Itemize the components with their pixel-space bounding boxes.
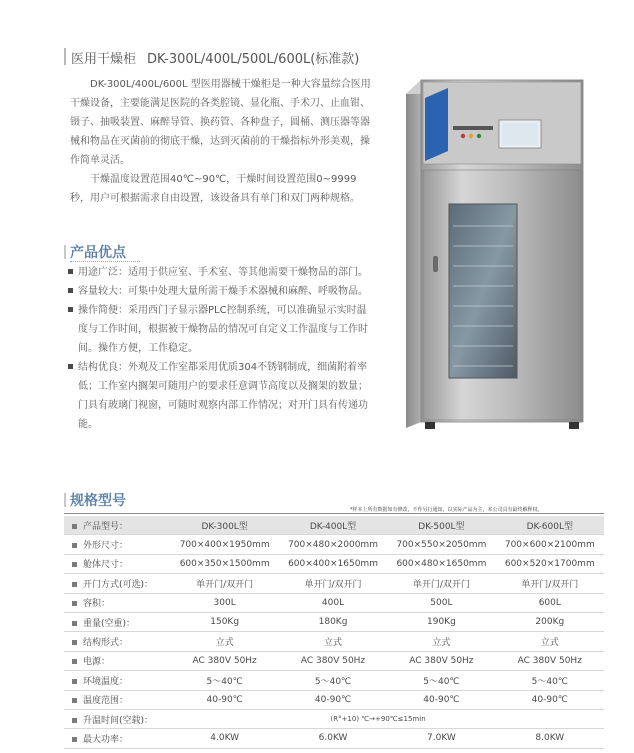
bullet-icon xyxy=(72,562,77,567)
spec-header-row xyxy=(64,516,604,535)
spec-label-cell xyxy=(64,574,170,593)
spec-value: 6.0KW xyxy=(279,729,387,748)
spec-row xyxy=(64,574,604,593)
bullet-icon xyxy=(72,659,77,664)
spec-label: 环境温度： xyxy=(83,676,129,687)
model-cell: DK-500L型 xyxy=(387,516,495,535)
spec-label: 外形尺寸： xyxy=(83,541,129,552)
spec-value: 150Kg xyxy=(170,612,278,631)
spec-label: 结构形式： xyxy=(83,638,129,649)
title-accent-bar xyxy=(64,48,66,65)
spec-disclaimer: *样本上所有数据如有修改，不作另行通知，以实际产品为主，本公司具有最终解释权。 xyxy=(350,507,543,513)
bullet-icon xyxy=(72,524,77,529)
intro-text xyxy=(70,75,375,208)
spec-label: 重量(空重)： xyxy=(83,618,136,629)
spec-label-cell xyxy=(64,535,170,554)
drying-cabinet-image xyxy=(403,76,588,431)
features-underline xyxy=(70,261,140,262)
spec-row xyxy=(64,632,604,651)
spec-value: 立式 xyxy=(279,632,387,651)
spec-value: 40-90℃ xyxy=(170,690,278,709)
spec-value: AC 380V 50Hz xyxy=(279,651,387,670)
spec-label: 升温时间(空载)： xyxy=(83,715,154,726)
feature-text: 可集中处理大量所需干燥手术器械和麻醉、呼吸物品。 xyxy=(128,286,368,297)
spec-value: 5～40℃ xyxy=(170,671,278,690)
spec-row xyxy=(64,554,604,573)
spec-value: 立式 xyxy=(496,632,604,651)
spec-value: 190Kg xyxy=(387,612,495,631)
feature-text: 适用于供应室、手术室、等其他需要干燥物品的部门。 xyxy=(128,267,368,278)
spec-value: 单开门/双开门 xyxy=(496,574,604,593)
spec-value: 700×480×2000mm xyxy=(279,535,387,554)
spec-label: 容积： xyxy=(83,599,111,610)
spec-value: 40-90℃ xyxy=(387,690,495,709)
features-list xyxy=(68,263,368,434)
bullet-icon xyxy=(72,543,77,548)
spec-value: 4.0KW xyxy=(170,729,278,748)
model-cell: DK-300L型 xyxy=(170,516,278,535)
spec-value: 300L xyxy=(170,593,278,612)
feature-label: 用途广泛： xyxy=(78,267,128,278)
spec-value: 5～40℃ xyxy=(496,671,604,690)
spec-value: 5～40℃ xyxy=(387,671,495,690)
spec-row xyxy=(64,671,604,690)
specs-accent-bar xyxy=(64,493,66,507)
spec-row xyxy=(64,709,604,728)
model-cell: DK-400L型 xyxy=(279,516,387,535)
feature-label: 容量较大： xyxy=(78,286,128,297)
features-accent-bar xyxy=(64,245,66,259)
feature-item xyxy=(68,282,368,301)
feature-text: 外观及工作室都采用优质304不锈钢制成，细菌附着率低；工作室内搁架可随用户的要求任意调节高度以及搁架的数量；门具有玻璃门视窗，可随时观察内部工作情况；对开门具有传递功能。 xyxy=(78,362,368,430)
specs-heading xyxy=(64,490,184,510)
feature-text: 采用西门子显示器PLC控制系统，可以准确显示实时温度与工作时间，根据被干燥物品的情况可自定义工作温度与工作时间。操作方便，工作稳定。 xyxy=(78,305,368,354)
spec-row xyxy=(64,593,604,612)
spec-value: 600×520×1700mm xyxy=(496,554,604,573)
model-cell: DK-600L型 xyxy=(496,516,604,535)
spec-value: 立式 xyxy=(387,632,495,651)
spec-value: AC 380V 50Hz xyxy=(170,651,278,670)
features-heading xyxy=(64,242,184,262)
spec-value: 500L xyxy=(387,593,495,612)
spec-value: 40-90℃ xyxy=(496,690,604,709)
feature-label: 操作简便： xyxy=(78,305,128,316)
intro-paragraph-1: DK-300L/400L/600L 型医用器械干燥柜是一种大容量综合医用干燥设备，主要能满足医院的各类腔镜、显化瓶、手术刀、止血钳、镊子、抽吸装置、麻醉导管、换药管、各种盘子，圆桶、测压器等器械和物品在灭菌前的彻底干燥，达到灭菌前的干燥指标外形美观，操作简单灵活。 xyxy=(70,79,371,166)
bullet-icon xyxy=(68,288,73,293)
bullet-icon xyxy=(68,364,73,369)
bullet-icon xyxy=(72,679,77,684)
spec-label-cell xyxy=(64,671,170,690)
spec-label: 温度范围： xyxy=(83,696,129,707)
spec-value: (R°+10) ℃→+90℃≤15min xyxy=(170,709,604,728)
feature-item xyxy=(68,358,368,434)
spec-value: 600×480×1650mm xyxy=(387,554,495,573)
spec-label-cell xyxy=(64,612,170,631)
page-title-bar xyxy=(64,46,594,68)
spec-value: AC 380V 50Hz xyxy=(387,651,495,670)
spec-value: 单开门/双开门 xyxy=(170,574,278,593)
spec-value: 400L xyxy=(279,593,387,612)
bullet-icon xyxy=(72,582,77,587)
spec-value: 5～40℃ xyxy=(279,671,387,690)
spec-value: 200Kg xyxy=(496,612,604,631)
spec-value: 700×550×2050mm xyxy=(387,535,495,554)
spec-value: 600L xyxy=(496,593,604,612)
spec-value: 7.0KW xyxy=(387,729,495,748)
bullet-icon xyxy=(72,640,77,645)
spec-value: 700×600×2100mm xyxy=(496,535,604,554)
spec-label-cell xyxy=(64,729,170,748)
spec-value: 180Kg xyxy=(279,612,387,631)
spec-value: 立式 xyxy=(170,632,278,651)
spec-label: 产品型号： xyxy=(83,521,129,532)
product-model-title: DK-300L/400L/500L/600L(标准款) xyxy=(147,52,360,67)
spec-label-cell xyxy=(64,593,170,612)
spec-label-cell xyxy=(64,709,170,728)
spec-value: 700×400×1950mm xyxy=(170,535,278,554)
spec-label-cell xyxy=(64,690,170,709)
spec-value: 40-90℃ xyxy=(279,690,387,709)
spec-row xyxy=(64,612,604,631)
bullet-icon xyxy=(68,307,73,312)
specs-title: 规格型号 xyxy=(70,493,126,509)
spec-label: 电源： xyxy=(83,657,111,668)
spec-value: 单开门/双开门 xyxy=(387,574,495,593)
spec-row xyxy=(64,535,604,554)
bullet-icon xyxy=(72,698,77,703)
spec-label: 最大功率： xyxy=(83,734,129,745)
spec-value: 600×400×1650mm xyxy=(279,554,387,573)
bullet-icon xyxy=(72,737,77,742)
spec-label-cell xyxy=(64,651,170,670)
bullet-icon xyxy=(72,718,77,723)
spec-value: 600×350×1500mm xyxy=(170,554,278,573)
spec-table xyxy=(64,516,604,749)
spec-label-cell xyxy=(64,554,170,573)
spec-label: 舱体尺寸： xyxy=(83,560,129,571)
features-title: 产品优点 xyxy=(70,245,126,261)
spec-row xyxy=(64,651,604,670)
spec-label-cell xyxy=(64,632,170,651)
product-category: 医用干燥柜 xyxy=(71,52,137,67)
spec-label: 开门方式(可选)： xyxy=(83,579,154,590)
spec-table-top-rule xyxy=(64,513,604,514)
bullet-icon xyxy=(72,601,77,606)
spec-value: AC 380V 50Hz xyxy=(496,651,604,670)
spec-row xyxy=(64,729,604,748)
feature-item xyxy=(68,301,368,358)
spec-row xyxy=(64,690,604,709)
bullet-icon xyxy=(72,621,77,626)
feature-label: 结构优良： xyxy=(78,362,128,373)
spec-value: 8.0KW xyxy=(496,729,604,748)
bullet-icon xyxy=(68,269,73,274)
spec-label-cell xyxy=(64,516,170,535)
intro-paragraph-2: 干燥温度设置范围40℃~90℃，干燥时间设置范围0~9999秒，用户可根据需求自由设置，该设备具有单门和双门两种规格。 xyxy=(70,174,360,204)
spec-value: 单开门/双开门 xyxy=(279,574,387,593)
feature-item xyxy=(68,263,368,282)
